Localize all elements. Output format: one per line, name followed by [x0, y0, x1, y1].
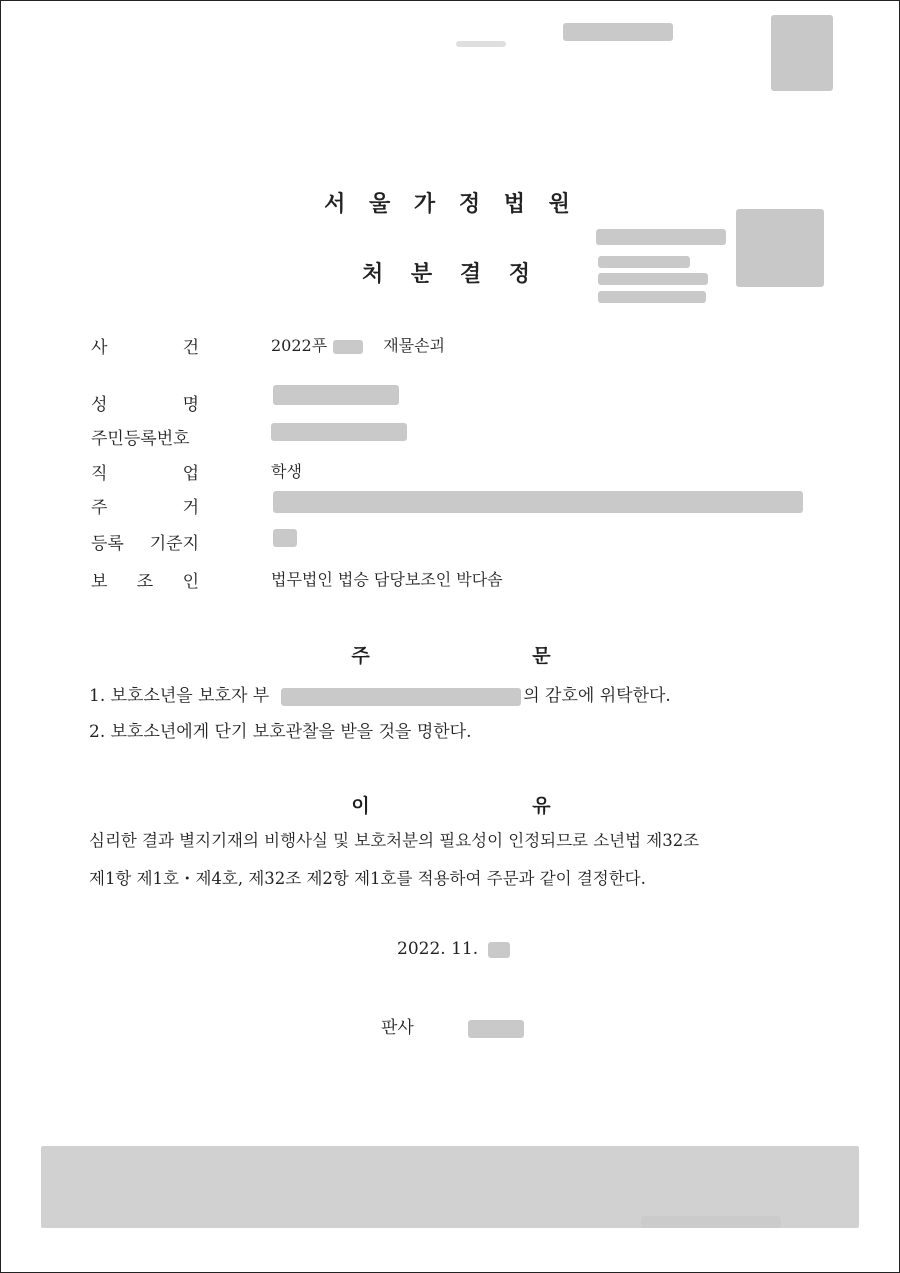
- redacted-name: [273, 385, 399, 405]
- reason-heading: 이 유: [351, 795, 629, 817]
- redacted-case-number: [333, 340, 363, 354]
- judge-line: 판사: [381, 1013, 524, 1038]
- field-value-case: [271, 333, 445, 356]
- redacted-date-day: [488, 942, 510, 958]
- decision-date: 2022. 11.: [397, 939, 510, 959]
- reason-line-1: 심리한 결과 별지기재의 비행사실 및 보호처분의 필요성이 인정되므로 소년법 제32조: [89, 831, 700, 850]
- court-name: 서 울 가 정 법 원: [324, 191, 578, 217]
- redacted-footer-small: [641, 1216, 781, 1228]
- field-value-job: 학생: [271, 462, 302, 481]
- redacted-guardian: [281, 688, 521, 706]
- redacted-resident-number: [271, 423, 407, 441]
- decision-title: 처 분 결 정: [362, 261, 540, 287]
- order-line-2: 2. 보호소년에게 단기 보호관찰을 받을 것을 명한다.: [89, 722, 472, 742]
- field-label-job: 직 업: [91, 464, 199, 484]
- reason-line-2: 제1항 제1호・제4호, 제32조 제2항 제1호를 적용하여 주문과 같이 결정한다.: [89, 869, 646, 888]
- field-label-name: 성 명: [91, 395, 199, 415]
- order-line-1: 1. 보호소년을 보호자 부 의 감호에 위탁한다.: [89, 686, 671, 706]
- field-label-case: 사 건: [91, 338, 199, 358]
- field-label-address: 주 거: [91, 498, 199, 518]
- case-name: 재물손괴: [383, 336, 446, 355]
- redacted-registry: [273, 529, 297, 547]
- redacted-seal-text-4: [598, 291, 706, 303]
- field-label-registry: 등록 기준지: [91, 534, 199, 554]
- redacted-header-text: [563, 23, 673, 41]
- case-number: 2022푸: [271, 336, 328, 355]
- redacted-seal-text: [596, 229, 726, 245]
- redacted-stamp: [771, 15, 833, 91]
- redacted-address: [273, 491, 803, 513]
- field-label-resident-number: 주민등록번호: [91, 429, 190, 449]
- redacted-mark: [456, 41, 506, 47]
- field-label-assistant: 보 조 인: [91, 572, 199, 592]
- order-heading: 주 문: [351, 645, 629, 667]
- field-value-assistant: 법무법인 법승 담당보조인 박다솜: [271, 570, 503, 589]
- redacted-judge-name: [468, 1020, 524, 1038]
